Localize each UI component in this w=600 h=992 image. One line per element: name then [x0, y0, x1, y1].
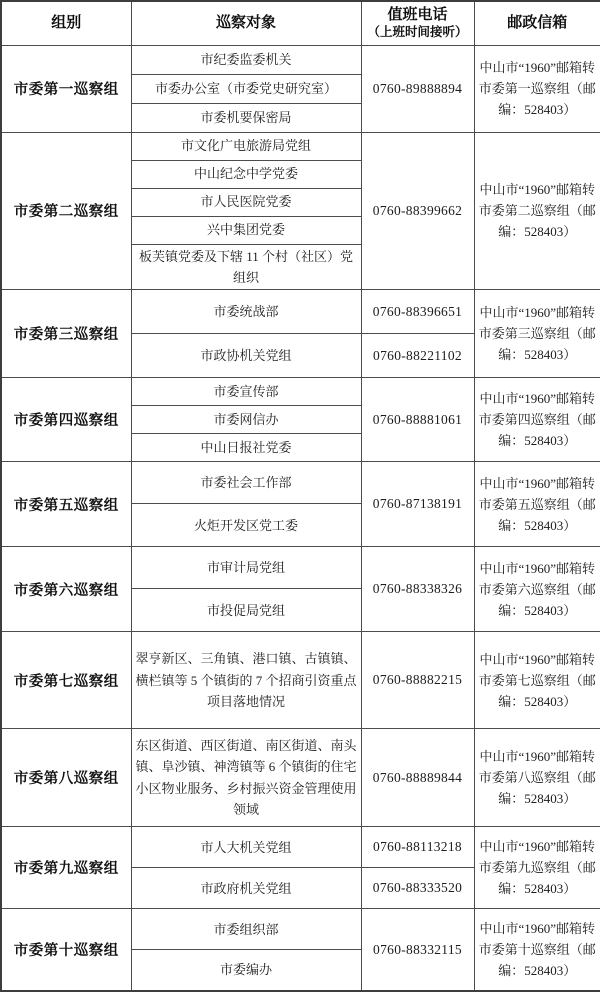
target-cell: 市委宣传部 [131, 378, 361, 406]
mailbox-cell: 中山市“1960”邮箱转市委第七巡察组（邮编：528403） [474, 632, 600, 729]
target-cell: 市人大机关党组 [131, 827, 361, 868]
phone-cell: 0760-88221102 [361, 334, 474, 378]
phone-cell: 0760-89888894 [361, 45, 474, 132]
target-cell: 中山日报社党委 [131, 434, 361, 462]
col-header-phone-note: （上班时间接听） [367, 25, 468, 40]
target-cell: 市委机要保密局 [131, 103, 361, 132]
group-name-cell: 市委第十巡察组 [1, 909, 131, 991]
table-row [1, 462, 600, 504]
table-row [1, 45, 600, 74]
target-cell: 市投促局党组 [131, 589, 361, 632]
phone-cell: 0760-88338326 [361, 547, 474, 632]
group-name-cell: 市委第八巡察组 [1, 729, 131, 827]
table-row [1, 827, 600, 868]
phone-cell: 0760-88396651 [361, 290, 474, 334]
mailbox-cell: 中山市“1960”邮箱转市委第十巡察组（邮编：528403） [474, 909, 600, 991]
group-name-cell: 市委第三巡察组 [1, 290, 131, 378]
phone-cell: 0760-88333520 [361, 868, 474, 909]
target-cell: 市人民医院党委 [131, 188, 361, 216]
phone-cell: 0760-88113218 [361, 827, 474, 868]
target-cell: 市委编办 [131, 950, 361, 991]
group-name-cell: 市委第二巡察组 [1, 132, 131, 290]
group-name-cell: 市委第七巡察组 [1, 632, 131, 729]
table-row [1, 909, 600, 950]
phone-cell: 0760-88889844 [361, 729, 474, 827]
table-row [1, 290, 600, 334]
table-row [1, 547, 600, 589]
group-name-cell: 市委第四巡察组 [1, 378, 131, 462]
target-cell: 兴中集团党委 [131, 216, 361, 244]
target-cell: 中山纪念中学党委 [131, 160, 361, 188]
mailbox-cell: 中山市“1960”邮箱转市委第五巡察组（邮编：528403） [474, 462, 600, 547]
mailbox-cell: 中山市“1960”邮箱转市委第四巡察组（邮编：528403） [474, 378, 600, 462]
table-row [1, 632, 600, 729]
col-header-phone-title: 值班电话 [387, 6, 448, 24]
phone-cell: 0760-87138191 [361, 462, 474, 547]
table-row [1, 132, 600, 160]
target-cell: 市委统战部 [131, 290, 361, 334]
target-cell: 市委办公室（市委党史研究室） [131, 74, 361, 103]
target-cell: 市纪委监委机关 [131, 45, 361, 74]
target-cell: 市委组织部 [131, 909, 361, 950]
col-header-phone [361, 1, 474, 45]
mailbox-cell: 中山市“1960”邮箱转市委第三巡察组（邮编：528403） [474, 290, 600, 378]
target-cell: 市政府机关党组 [131, 868, 361, 909]
group-name-cell: 市委第五巡察组 [1, 462, 131, 547]
mailbox-cell: 中山市“1960”邮箱转市委第二巡察组（邮编：528403） [474, 132, 600, 290]
group-name-cell: 市委第九巡察组 [1, 827, 131, 909]
target-cell: 市文化广电旅游局党组 [131, 132, 361, 160]
mailbox-cell: 中山市“1960”邮箱转市委第一巡察组（邮编：528403） [474, 45, 600, 132]
mailbox-cell: 中山市“1960”邮箱转市委第九巡察组（邮编：528403） [474, 827, 600, 909]
target-cell: 火炬开发区党工委 [131, 504, 361, 547]
table-header [1, 1, 600, 45]
target-cell: 板芙镇党委及下辖 11 个村（社区）党组织 [131, 244, 361, 290]
target-cell: 翠亨新区、三角镇、港口镇、古镇镇、横栏镇等 5 个镇街的 7 个招商引资重点项目落地情况 [131, 632, 361, 729]
target-cell: 市政协机关党组 [131, 334, 361, 378]
phone-cell: 0760-88882215 [361, 632, 474, 729]
target-cell: 东区街道、西区街道、南区街道、南头镇、阜沙镇、神湾镇等 6 个镇街的住宅小区物业服务、乡村振兴资金管理使用领域 [131, 729, 361, 827]
target-cell: 市委社会工作部 [131, 462, 361, 504]
group-name-cell: 市委第一巡察组 [1, 45, 131, 132]
target-cell: 市审计局党组 [131, 547, 361, 589]
group-name-cell: 市委第六巡察组 [1, 547, 131, 632]
phone-cell: 0760-88399662 [361, 132, 474, 290]
target-cell: 市委网信办 [131, 406, 361, 434]
col-header-mailbox: 邮政信箱 [474, 1, 600, 45]
table-row [1, 729, 600, 827]
mailbox-cell: 中山市“1960”邮箱转市委第八巡察组（邮编：528403） [474, 729, 600, 827]
mailbox-cell: 中山市“1960”邮箱转市委第六巡察组（邮编：528403） [474, 547, 600, 632]
col-header-group: 组别 [1, 1, 131, 45]
phone-cell: 0760-88332115 [361, 909, 474, 991]
table-row [1, 378, 600, 406]
col-header-targets: 巡察对象 [131, 1, 361, 45]
phone-cell: 0760-88881061 [361, 378, 474, 462]
